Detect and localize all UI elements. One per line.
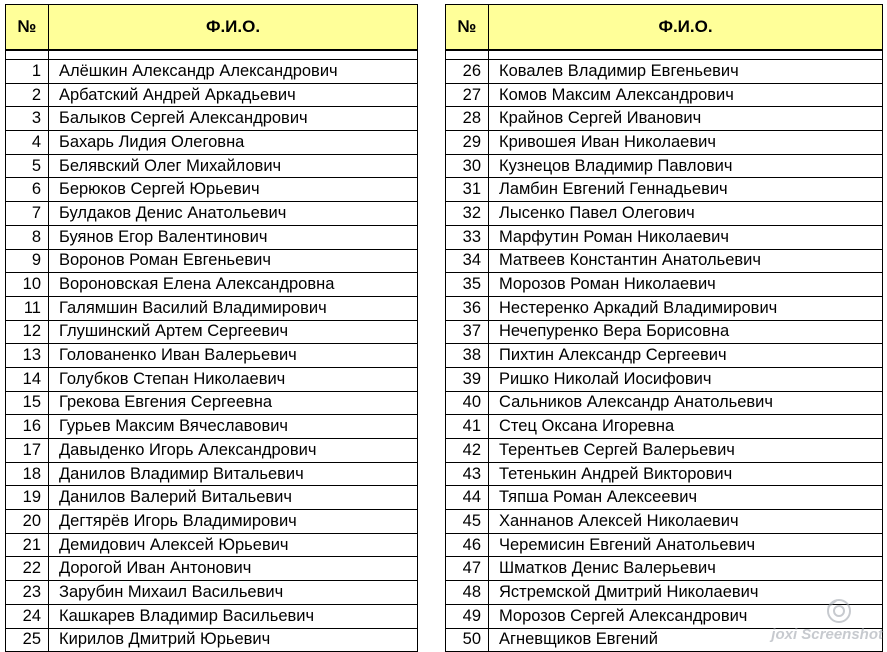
row-number: 50 — [446, 628, 489, 652]
row-number: 14 — [6, 367, 49, 391]
row-number: 26 — [446, 60, 489, 84]
table-row — [446, 367, 883, 391]
spacer-row — [6, 50, 418, 60]
row-name: Марфутин Роман Николаевич — [489, 225, 883, 249]
row-name: Черемисин Евгений Анатольевич — [489, 533, 883, 557]
table-row — [6, 320, 418, 344]
header-row — [446, 5, 883, 51]
row-name: Данилов Владимир Витальевич — [49, 462, 418, 486]
row-name: Давыденко Игорь Александрович — [49, 439, 418, 463]
row-number: 25 — [6, 628, 49, 652]
row-name: Вороновская Елена Александровна — [49, 273, 418, 297]
row-name: Белявский Олег Михайлович — [49, 154, 418, 178]
row-number: 47 — [446, 557, 489, 581]
table-row — [6, 178, 418, 202]
row-name: Булдаков Денис Анатольевич — [49, 202, 418, 226]
table-row — [446, 533, 883, 557]
table-row — [6, 296, 418, 320]
row-number: 31 — [446, 178, 489, 202]
row-number: 15 — [6, 391, 49, 415]
row-number: 29 — [446, 131, 489, 155]
row-number: 2 — [6, 83, 49, 107]
row-name: Крайнов Сергей Иванович — [489, 107, 883, 131]
row-number: 7 — [6, 202, 49, 226]
row-number: 4 — [6, 131, 49, 155]
row-number: 35 — [446, 273, 489, 297]
table-row — [6, 131, 418, 155]
row-number: 21 — [6, 533, 49, 557]
table-row — [6, 628, 418, 652]
table-row — [6, 415, 418, 439]
row-number: 43 — [446, 462, 489, 486]
table-row — [446, 107, 883, 131]
camera-lens-icon — [825, 597, 853, 625]
row-number: 16 — [6, 415, 49, 439]
table-row — [446, 154, 883, 178]
table-row — [446, 178, 883, 202]
row-number: 45 — [446, 510, 489, 534]
table-row — [446, 344, 883, 368]
row-number: 22 — [6, 557, 49, 581]
row-number: 18 — [6, 462, 49, 486]
row-number: 41 — [446, 415, 489, 439]
row-name: Берюков Сергей Юрьевич — [49, 178, 418, 202]
number-column-header: № — [6, 5, 49, 51]
table-row — [6, 344, 418, 368]
row-number: 37 — [446, 320, 489, 344]
row-name: Алёшкин Александр Александрович — [49, 60, 418, 84]
row-number: 10 — [6, 273, 49, 297]
row-number: 6 — [6, 178, 49, 202]
table-row — [6, 367, 418, 391]
row-name: Ханнанов Алексей Николаевич — [489, 510, 883, 534]
row-name: Комов Максим Александрович — [489, 83, 883, 107]
row-number: 44 — [446, 486, 489, 510]
row-name: Дегтярёв Игорь Владимирович — [49, 510, 418, 534]
table-row — [6, 202, 418, 226]
table-row — [446, 462, 883, 486]
table-row — [6, 83, 418, 107]
table-row — [6, 462, 418, 486]
row-name: Морозов Роман Николаевич — [489, 273, 883, 297]
row-name: Ришко Николай Иосифович — [489, 367, 883, 391]
row-name: Арбатский Андрей Аркадьевич — [49, 83, 418, 107]
table-row — [446, 249, 883, 273]
table-row — [446, 202, 883, 226]
table-row — [6, 557, 418, 581]
row-name: Гурьев Максим Вячеславович — [49, 415, 418, 439]
name-column-header: Ф.И.О. — [49, 5, 418, 51]
row-number: 5 — [6, 154, 49, 178]
row-number: 13 — [6, 344, 49, 368]
table-row — [6, 604, 418, 628]
row-name: Зарубин Михаил Васильевич — [49, 581, 418, 605]
row-number: 34 — [446, 249, 489, 273]
table-row — [446, 273, 883, 297]
row-name: Матвеев Константин Анатольевич — [489, 249, 883, 273]
table-row — [6, 510, 418, 534]
row-name: Нестеренко Аркадий Владимирович — [489, 296, 883, 320]
row-name: Буянов Егор Валентинович — [49, 225, 418, 249]
roster-table-left — [5, 4, 418, 652]
row-number: 3 — [6, 107, 49, 131]
row-name: Дорогой Иван Антонович — [49, 557, 418, 581]
row-name: Кашкарев Владимир Васильевич — [49, 604, 418, 628]
table-row — [6, 486, 418, 510]
row-number: 42 — [446, 439, 489, 463]
row-number: 12 — [6, 320, 49, 344]
row-number: 11 — [6, 296, 49, 320]
row-name: Нечепуренко Вера Борисовна — [489, 320, 883, 344]
header-row — [6, 5, 418, 51]
table-row — [6, 273, 418, 297]
row-number: 23 — [6, 581, 49, 605]
row-name: Галямшин Василий Владимирович — [49, 296, 418, 320]
row-name: Глушинский Артем Сергеевич — [49, 320, 418, 344]
row-number: 33 — [446, 225, 489, 249]
row-number: 46 — [446, 533, 489, 557]
row-name: Тетенькин Андрей Викторович — [489, 462, 883, 486]
row-name: Ламбин Евгений Геннадьевич — [489, 178, 883, 202]
row-number: 32 — [446, 202, 489, 226]
row-number: 48 — [446, 581, 489, 605]
table-row — [446, 486, 883, 510]
row-name: Кузнецов Владимир Павлович — [489, 154, 883, 178]
table-row — [6, 154, 418, 178]
row-name: Лысенко Павел Олегович — [489, 202, 883, 226]
number-column-header: № — [446, 5, 489, 51]
table-row — [446, 131, 883, 155]
row-name: Шматков Денис Валерьевич — [489, 557, 883, 581]
row-name: Воронов Роман Евгеньевич — [49, 249, 418, 273]
row-name: Голубков Степан Николаевич — [49, 367, 418, 391]
table-row — [446, 391, 883, 415]
row-name: Кривошея Иван Николаевич — [489, 131, 883, 155]
row-number: 38 — [446, 344, 489, 368]
row-name: Терентьев Сергей Валерьевич — [489, 439, 883, 463]
row-name: Морозов Сергей Александрович — [489, 604, 883, 628]
table-row — [6, 107, 418, 131]
table-row — [6, 533, 418, 557]
row-number: 20 — [6, 510, 49, 534]
name-column-header: Ф.И.О. — [489, 5, 883, 51]
watermark — [771, 626, 883, 643]
table-row — [446, 296, 883, 320]
table-row — [6, 249, 418, 273]
table-row — [6, 391, 418, 415]
table-row — [446, 225, 883, 249]
row-number: 24 — [6, 604, 49, 628]
table-row — [446, 557, 883, 581]
row-number: 17 — [6, 439, 49, 463]
row-name: Агневщиков Евгений — [489, 628, 883, 652]
table-row — [446, 83, 883, 107]
row-name: Сальников Александр Анатольевич — [489, 391, 883, 415]
row-number: 39 — [446, 367, 489, 391]
row-name: Бахарь Лидия Олеговна — [49, 131, 418, 155]
row-name: Ястремской Дмитрий Николаевич — [489, 581, 883, 605]
row-name: Тяпша Роман Алексеевич — [489, 486, 883, 510]
row-number: 28 — [446, 107, 489, 131]
row-name: Кирилов Дмитрий Юрьевич — [49, 628, 418, 652]
table-row — [446, 604, 883, 628]
row-number: 19 — [6, 486, 49, 510]
row-number: 9 — [6, 249, 49, 273]
table-row — [446, 581, 883, 605]
row-name: Демидович Алексей Юрьевич — [49, 533, 418, 557]
table-row — [446, 60, 883, 84]
row-name: Данилов Валерий Витальевич — [49, 486, 418, 510]
row-number: 30 — [446, 154, 489, 178]
roster-table-right — [445, 4, 883, 652]
table-row — [6, 581, 418, 605]
row-number: 27 — [446, 83, 489, 107]
table-row — [6, 60, 418, 84]
row-number: 36 — [446, 296, 489, 320]
row-name: Голованенко Иван Валерьевич — [49, 344, 418, 368]
row-number: 40 — [446, 391, 489, 415]
table-row — [6, 439, 418, 463]
row-number: 1 — [6, 60, 49, 84]
watermark-text: joxi Screenshot — [771, 626, 883, 643]
table-row — [446, 320, 883, 344]
row-name: Ковалев Владимир Евгеньевич — [489, 60, 883, 84]
table-row — [446, 439, 883, 463]
row-number: 8 — [6, 225, 49, 249]
row-name: Пихтин Александр Сергеевич — [489, 344, 883, 368]
spacer-row — [446, 50, 883, 60]
table-row — [6, 225, 418, 249]
row-name: Грекова Евгения Сергеевна — [49, 391, 418, 415]
table-row — [446, 510, 883, 534]
table-row — [446, 415, 883, 439]
row-name: Стец Оксана Игоревна — [489, 415, 883, 439]
row-name: Балыков Сергей Александрович — [49, 107, 418, 131]
row-number: 49 — [446, 604, 489, 628]
